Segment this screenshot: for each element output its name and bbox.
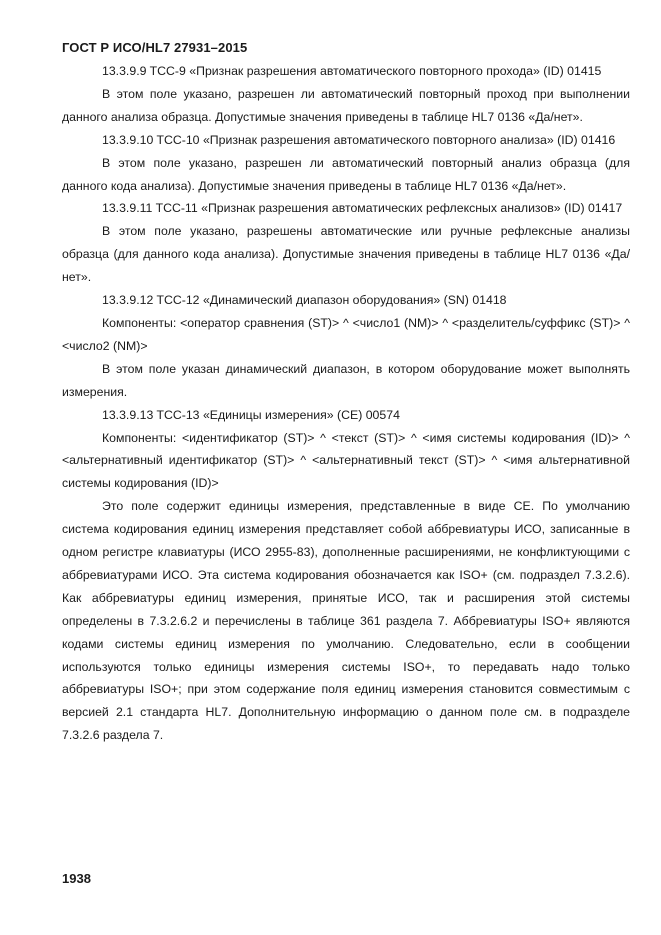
section-heading-tcc11: 13.3.9.11 TCC-11 «Признак разрешения автоматических рефлексных анализов» (ID) 01417 [102,201,623,216]
paragraph-tcc9-description: В этом поле указано, разрешен ли автоматический повторный проход при выполнении данного анализа образца. Допустимые значения приведены в таблице HL7 0136 «Да/нет». [62,86,630,124]
paragraph-tcc12-description: В этом поле указан динамический диапазон, в котором оборудование может выполнять измерения. [62,361,630,399]
page-number: 1938 [62,871,91,886]
paragraph-tcc10-description: В этом поле указано, разрешен ли автоматический повторный анализ образца (для данного кода анализа). Допустимые значения приведены в таблице HL7 0136 «Да/нет». [62,155,630,193]
section-heading-tcc12: 13.3.9.12 TCC-12 «Динамический диапазон оборудования» (SN) 01418 [102,293,507,308]
document-body [62,60,630,747]
section-heading-tcc9: 13.3.9.9 TCC-9 «Признак разрешения автоматического повторного прохода» (ID) 01415 [102,64,602,78]
section-heading-tcc10: 13.3.9.10 TCC-10 «Признак разрешения автоматического повторного анализа» (ID) 01416 [102,132,616,147]
paragraph-tcc12-components: Компоненты: <оператор сравнения (ST)> ^ <число1 (NM)> ^ <разделитель/суффикс (ST)> ^ <число2 (NM)> [62,315,630,353]
paragraph-tcc11-description: В этом поле указано, разрешены автоматические или ручные рефлексные анализы образца (для данного кода анализа). Допустимые значения приведены в таблице HL7 0136 «Да/нет». [62,224,630,285]
paragraph-tcc13-components: Компоненты: <идентификатор (ST)> ^ <текст (ST)> ^ <имя системы кодирования (ID)> ^ <альтернативный идентификатор (ST)> ^ <альтернативный текст (ST)> ^ <имя альтернативной системы кодирования (ID)> [62,430,630,491]
section-heading-tcc13: 13.3.9.13 TCC-13 «Единицы измерения» (CE) 00574 [102,407,400,422]
standard-header: ГОСТ Р ИСО/HL7 27931–2015 [62,40,248,55]
paragraph-tcc13-description: Это поле содержит единицы измерения, представленные в виде CE. По умолчанию система кодирования единиц измерения представляет собой аббревиатуры ИСО, записанные в одном регистре клавиатуры (ИСО 2955-83), дополненные расширениями, не конфликтующими с аббревиатурами ИСО. Эта система кодирования обозначается как ISO+ (см. подраздел 7.3.2.6). Как аббревиатуры единиц измерения, принятые ИСО, так и расширения этой системы определены в 7.3.2.6.2 и перечислены в таблице 361 раздела 7. Аббревиатуры ISO+ являются кодами системы единиц измерения по умолчанию. Следовательно, если в сообщении используются только единицы измерения системы ISO+, то передавать надо только аббревиатуры ISO+; при этом содержание поля единиц измерения становится совместимым с версией 2.1 стандарта HL7. Дополнительную информацию о данном поле см. в подразделе 7.3.2.6 раздела 7. [62,499,630,743]
